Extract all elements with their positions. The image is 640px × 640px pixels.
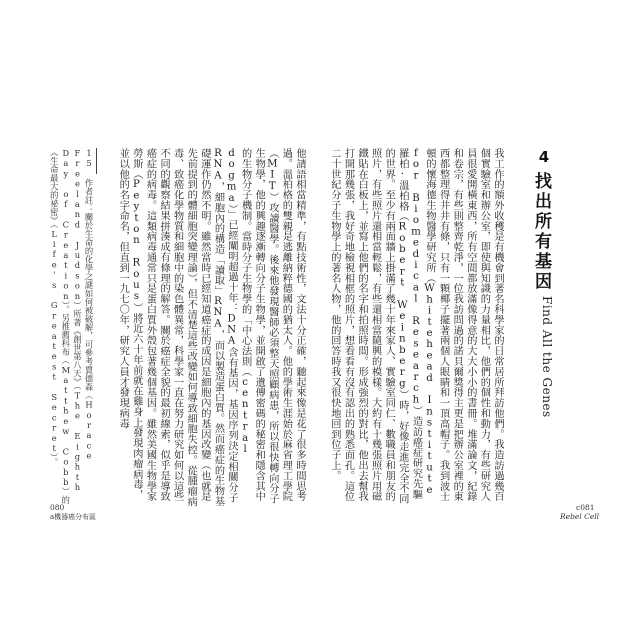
- chapter-heading: [529, 148, 554, 418]
- left-folio-number: 080: [50, 503, 65, 512]
- footnote-number: 15: [84, 148, 94, 169]
- right-page-body-text: 我工作的額外收穫是有機會到著名科學家的日常居所拜訪他們。我造訪過幾百個實驗室和辦公室，即使與知識的力量相比，他們的個性和動力，有些研究人員很愛開橫東西，所有空間都放滿像得意的大大小小的書冊。堆滿論文，紀錄和卷宗，有些則整齊乾淨，一位我訪問過的諾貝爾獎得主更是把辦公室裡的東西都整理得井井有條，只有一顆椰子擺著兩個人眼睛和一頂高帽子。我到波士頓的懷海德生物醫學研究所（Whitehead Institute for Biomedical Research）造訪癌症研究先驅羅柏·溫柏格（Robert Weinberg）時，好像走進完全不同的世界。至少有兩面牆上掛滿了幾十年來家人、實驗室同仁、數職員和朋友的照片，有些照片還相當輕鬆，有些還相當隨興的模樣。大約有十幾張照片用磁鐵貼在白板上，並寫上他們的名字和拍照時間。形成強烈的對比，他出去幫我打開那幾張，我好奇地檢視相框的照片，想看看有沒有認出的熟悉面孔。這位二十世紀分子生物學上的著名人物，他的回答時我又很快地回到位子上。: [328, 148, 503, 504]
- left-running-title: a機器癌分布區: [50, 513, 97, 521]
- footnote-rule: [96, 148, 97, 174]
- left-page: [50, 118, 320, 518]
- right-page: [320, 118, 590, 518]
- chapter-title: 找出所有基因: [531, 172, 551, 292]
- right-running-title: Rebel Cell: [560, 512, 600, 521]
- chapter-title-english: Find All the Genes: [540, 296, 554, 418]
- right-folio-number: c081: [576, 503, 595, 512]
- footnote-text: 作者註：關於生命的化學之謎如何被破解，可參考賈德森（Horace Freeland Judson）所著《創世第八天》（The Eighth Day of Creation）。另推薦科布（Matthew Cobb）的《生命最大的祕密》（Life's Greatest Secret）。: [49, 148, 94, 505]
- left-page-body-text: 他請語相當精準，有點技術性，文法十分正確，聽起來像是花了很多時間思考過。溫柏格的雙親是逃離納粹德國的猶太人。他的學術生涯始於麻省理工學院（MIT）攻讀醫學。後來他發現醫師必須整天照顧病患，所以很快轉向分子生物學，他的興趣逐漸轉向分子生物學，並開啟了遺傳密碼的秘密和隱含其中的生物分子機制。當時分子生物學的「中心法則（central dogma）」已經闡明超過十年：DNA含有基因，基因序列決定相關分子RNA，細胞內的構造「讀取」RNA，而以製造蛋白質。然而癌症的生物基礎運作仍然不明。雖然當時已經知道癌症的成因是細胞內的基因改變（也就是先前提到的體細胞突變理論），但不清楚這些改變如何導致細胞失控。從腫瘤病毒、致癌化學物質和細胞中的染色體異常，科學家一直在努力研究如何以這些不同的觀察結果拼湊成有條理的解答。關於癌症全貌的最初線索，似乎是導致癌症的病毒。這類病毒通常只是蛋白質外殼包著幾個基因。雖然美國生物學家勞斯（Peyton Rous）將近六十年前就在雞身上發現肉瘤病毒，並以他的名字命名，但直到一九七〇年，研究人員才發現病毒: [117, 148, 305, 507]
- chapter-number: 4: [538, 148, 550, 166]
